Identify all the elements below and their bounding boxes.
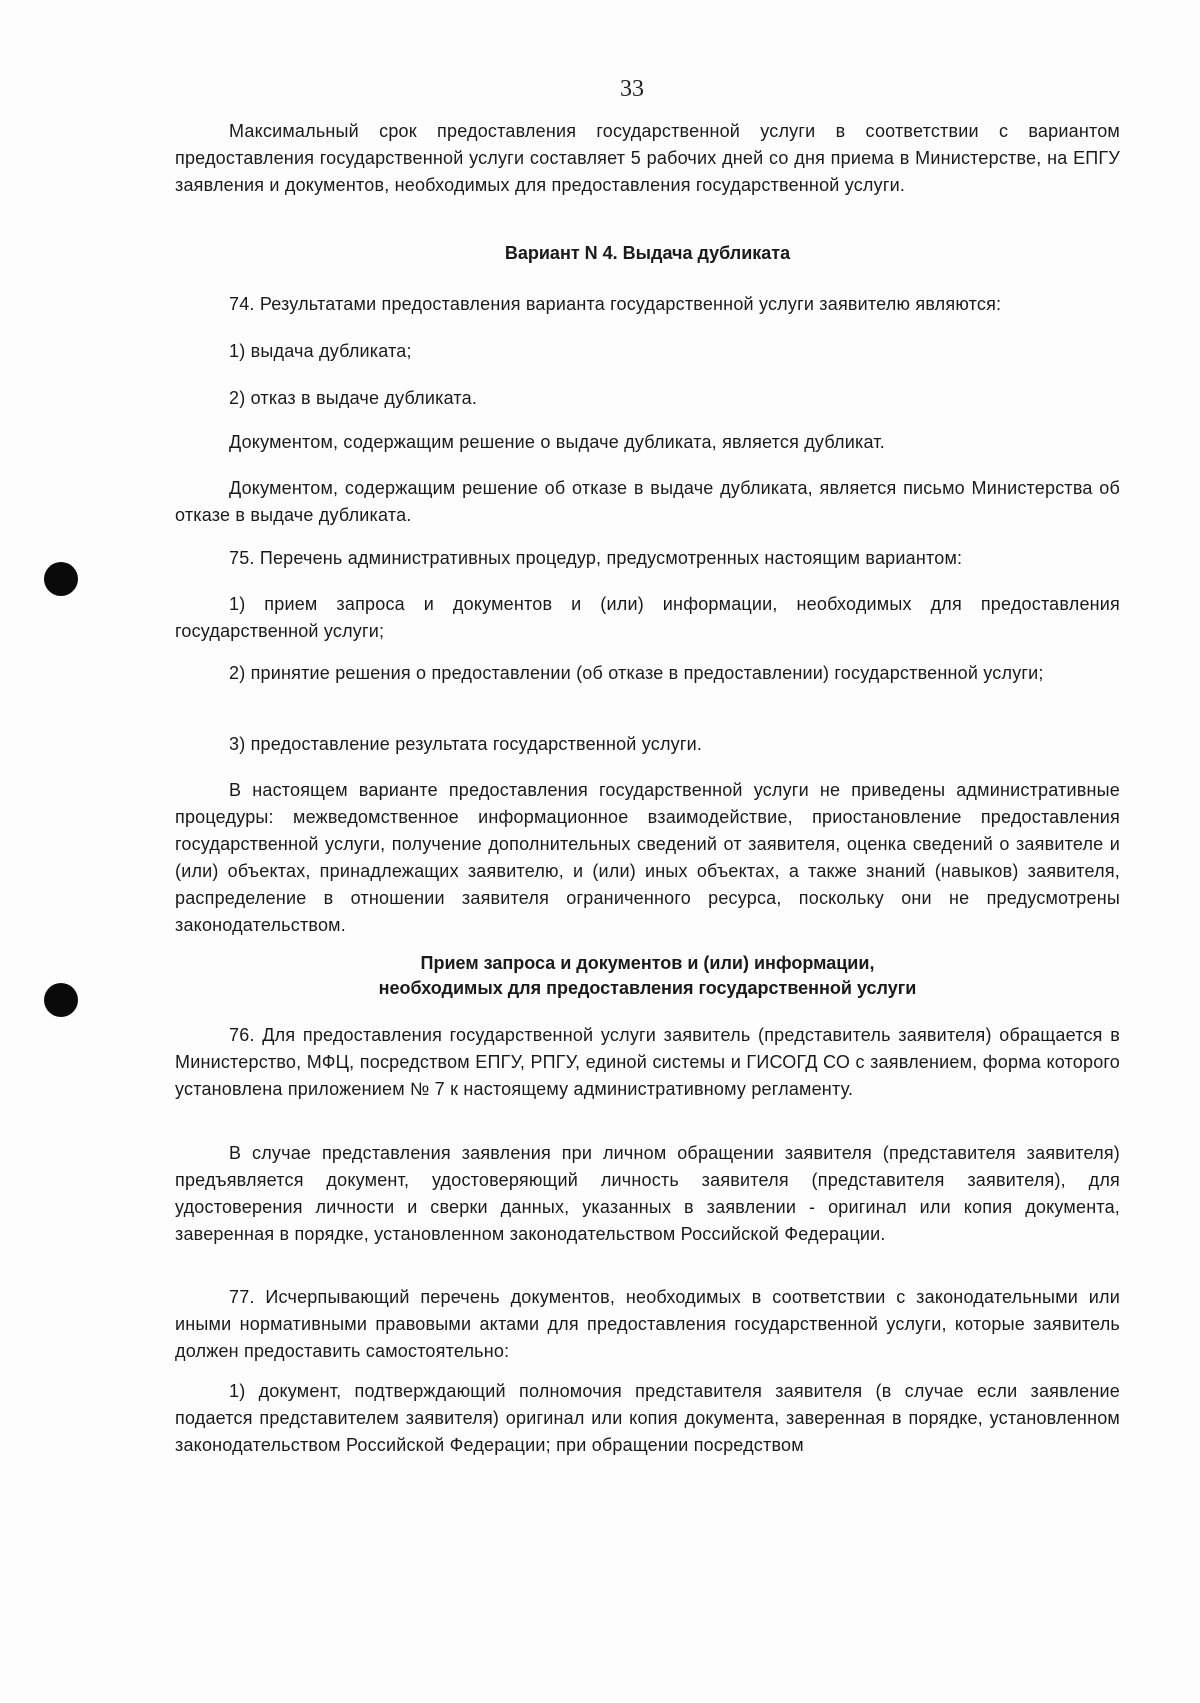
paragraph-75-item-3: 3) предоставление результата государственной услуги.	[229, 734, 703, 754]
paragraph-75-item-1: 1) прием запроса и документов и (или) информации, необходимых для предоставления государственной услуги;	[175, 594, 1120, 641]
paragraph-77: 77. Исчерпывающий перечень документов, необходимых в соответствии с законодательными или иными нормативными правовыми актами для предоставления государственной услуги, которые заявитель должен предоставить самостоятельно:	[175, 1287, 1120, 1361]
heading-reception-line-2: необходимых для предоставления государственной услуги	[378, 978, 917, 998]
paragraph-74: 74. Результатами предоставления варианта государственной услуги заявителю являются:	[229, 294, 1002, 314]
paragraph-75: 75. Перечень административных процедур, предусмотренных настоящим вариантом:	[229, 548, 963, 568]
paragraph-76: 76. Для предоставления государственной услуги заявитель (представитель заявителя) обращается в Министерство, МФЦ, посредством ЕПГУ, РПГУ, единой системы и ГИСОГД СО с заявлением, форма которого установлена приложением № 7 к настоящему административному регламенту.	[175, 1025, 1120, 1099]
page-number: 33	[620, 76, 644, 102]
heading-reception-line-1: Прием запроса и документов и (или) информации,	[420, 953, 875, 973]
paragraph-77-item-1: 1) документ, подтверждающий полномочия представителя заявителя (в случае если заявление подается представителем заявителя) оригинал или копия документа, заверенная в порядке, установленном законодательством Российской Федерации; при обращении посредством	[175, 1381, 1120, 1455]
paragraph-76-identity: В случае представления заявления при личном обращении заявителя (представителя заявителя) предъявляется документ, удостоверяющий личность заявителя (представителя заявителя), для удостоверения личности и сверки данных, указанных в заявлении - оригинал или копия документа, заверенная в порядке, установленном законодательством Российской Федерации.	[175, 1143, 1120, 1244]
paragraph-75-note: В настоящем варианте предоставления государственной услуги не приведены административные процедуры: межведомственное информационное взаимодействие, приостановление предоставления государственной услуги, получение дополнительных сведений от заявителя, оценка сведений о заявителе и (или) объектах, принадлежащих заявителю, и (или) иных объектах, а также знаний (навыков) заявителя, распределение в отношении заявителя ограниченного ресурса, поскольку они не предусмотрены законодательством.	[175, 780, 1120, 935]
heading-variant-4: Вариант N 4. Выдача дубликата	[504, 243, 791, 263]
paragraph-75-item-2: 2) принятие решения о предоставлении (об отказе в предоставлении) государственной услуги;	[229, 663, 1044, 683]
paragraph-74-document-1: Документом, содержащим решение о выдаче дубликата, является дубликат.	[229, 432, 885, 452]
paragraph-74-item-2: 2) отказ в выдаче дубликата.	[229, 388, 478, 408]
paragraph-74-document-2: Документом, содержащим решение об отказе в выдаче дубликата, является письмо Министерства об отказе в выдаче дубликата.	[175, 478, 1120, 525]
punch-hole-lower	[44, 983, 78, 1017]
punch-hole-upper	[44, 562, 78, 596]
paragraph-max-term: Максимальный срок предоставления государственной услуги в соответствии с вариантом предоставления государственной услуги составляет 5 рабочих дней со дня приема в Министерстве, на ЕПГУ заявления и документов, необходимых для предоставления государственной услуги.	[175, 121, 1120, 195]
paragraph-74-item-1: 1) выдача дубликата;	[229, 341, 412, 361]
